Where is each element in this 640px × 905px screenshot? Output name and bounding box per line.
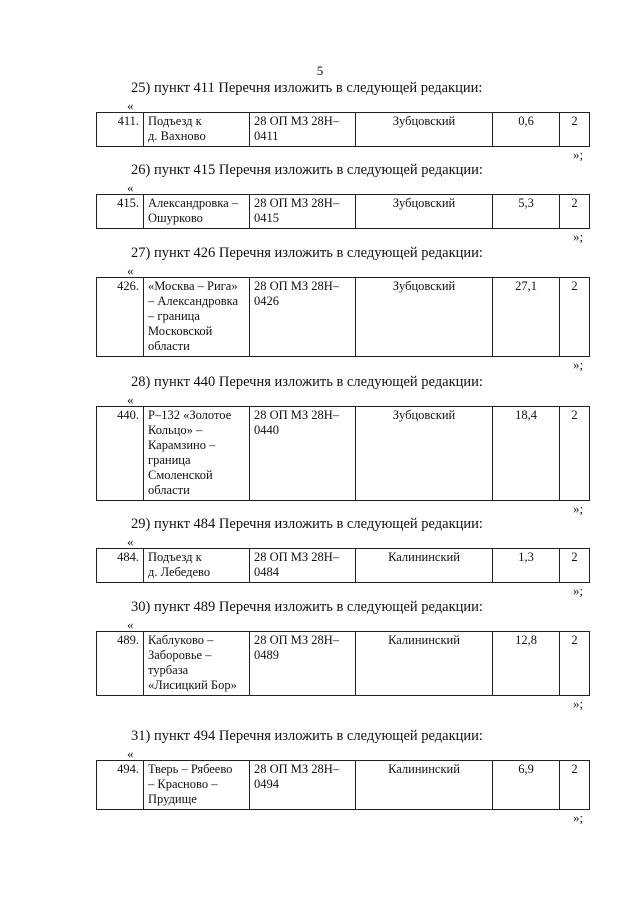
district: Калининский xyxy=(356,761,493,810)
amendment-heading: 28) пункт 440 Перечня изложить в следующей редакции: xyxy=(131,374,483,390)
road-code: 28 ОП МЗ 28Н– 0494 xyxy=(250,761,356,810)
open-quote: « xyxy=(127,617,134,632)
item-number: 426. xyxy=(97,278,144,357)
item-number: 484. xyxy=(97,549,144,583)
open-quote: « xyxy=(127,392,134,407)
amendment-heading: 30) пункт 489 Перечня изложить в следующей редакции: xyxy=(131,599,483,615)
open-quote: « xyxy=(127,263,134,278)
amendment-heading: 29) пункт 484 Перечня изложить в следующей редакции: xyxy=(131,516,483,532)
amendment-table xyxy=(96,406,590,501)
amendment-table xyxy=(96,760,590,810)
open-quote: « xyxy=(127,746,134,761)
road-code: 28 ОП МЗ 28Н– 0489 xyxy=(250,632,356,696)
district: Калининский xyxy=(356,549,493,583)
amendment-table xyxy=(96,194,590,229)
road-length: 27,1 xyxy=(493,278,560,357)
district: Зубцовский xyxy=(356,407,493,501)
road-code: 28 ОП МЗ 28Н– 0426 xyxy=(250,278,356,357)
table-row xyxy=(97,278,590,357)
item-number: 440. xyxy=(97,407,144,501)
road-length: 5,3 xyxy=(493,195,560,229)
road-length: 0,6 xyxy=(493,113,560,147)
close-quote: »; xyxy=(573,583,584,598)
road-category: 2 xyxy=(560,549,590,583)
open-quote: « xyxy=(127,534,134,549)
amendment-heading: 25) пункт 411 Перечня изложить в следующей редакции: xyxy=(131,80,483,96)
item-number: 415. xyxy=(97,195,144,229)
table-row xyxy=(97,549,590,583)
open-quote: « xyxy=(127,98,134,113)
road-name: «Москва – Рига» – Александровка – граница Московской области xyxy=(144,278,250,357)
table-row xyxy=(97,407,590,501)
amendment-table xyxy=(96,112,590,147)
close-quote: »; xyxy=(573,147,584,162)
amendment-table xyxy=(96,631,590,696)
district: Калининский xyxy=(356,632,493,696)
road-category: 2 xyxy=(560,278,590,357)
road-length: 18,4 xyxy=(493,407,560,501)
amendment-table xyxy=(96,277,590,357)
road-length: 6,9 xyxy=(493,761,560,810)
road-code: 28 ОП МЗ 28Н– 0415 xyxy=(250,195,356,229)
road-name: Р–132 «Золотое Кольцо» – Карамзино – граница Смоленской области xyxy=(144,407,250,501)
table-row xyxy=(97,761,590,810)
close-quote: »; xyxy=(573,501,584,516)
district: Зубцовский xyxy=(356,195,493,229)
road-category: 2 xyxy=(560,113,590,147)
road-name: Тверь – Рябеево – Красново – Прудище xyxy=(144,761,250,810)
road-name: Подъезд к д. Лебедево xyxy=(144,549,250,583)
open-quote: « xyxy=(127,180,134,195)
amendment-heading: 31) пункт 494 Перечня изложить в следующей редакции: xyxy=(131,728,483,744)
close-quote: »; xyxy=(573,810,584,825)
district: Зубцовский xyxy=(356,278,493,357)
road-name: Александровка – Ошурково xyxy=(144,195,250,229)
amendment-heading: 27) пункт 426 Перечня изложить в следующей редакции: xyxy=(131,245,483,261)
road-code: 28 ОП МЗ 28Н– 0440 xyxy=(250,407,356,501)
close-quote: »; xyxy=(573,357,584,372)
road-category: 2 xyxy=(560,761,590,810)
amendment-heading: 26) пункт 415 Перечня изложить в следующей редакции: xyxy=(131,162,483,178)
item-number: 411. xyxy=(97,113,144,147)
close-quote: »; xyxy=(573,229,584,244)
item-number: 494. xyxy=(97,761,144,810)
road-code: 28 ОП МЗ 28Н– 0411 xyxy=(250,113,356,147)
amendment-table xyxy=(96,548,590,583)
road-code: 28 ОП МЗ 28Н– 0484 xyxy=(250,549,356,583)
road-length: 12,8 xyxy=(493,632,560,696)
road-name: Подъезд к д. Вахново xyxy=(144,113,250,147)
road-category: 2 xyxy=(560,632,590,696)
road-category: 2 xyxy=(560,407,590,501)
road-category: 2 xyxy=(560,195,590,229)
table-row xyxy=(97,195,590,229)
item-number: 489. xyxy=(97,632,144,696)
page-number: 5 xyxy=(316,63,324,78)
table-row xyxy=(97,632,590,696)
district: Зубцовский xyxy=(356,113,493,147)
table-row xyxy=(97,113,590,147)
close-quote: »; xyxy=(573,696,584,711)
road-name: Каблуково – Заборовье – турбаза «Лисицкий Бор» xyxy=(144,632,250,696)
road-length: 1,3 xyxy=(493,549,560,583)
